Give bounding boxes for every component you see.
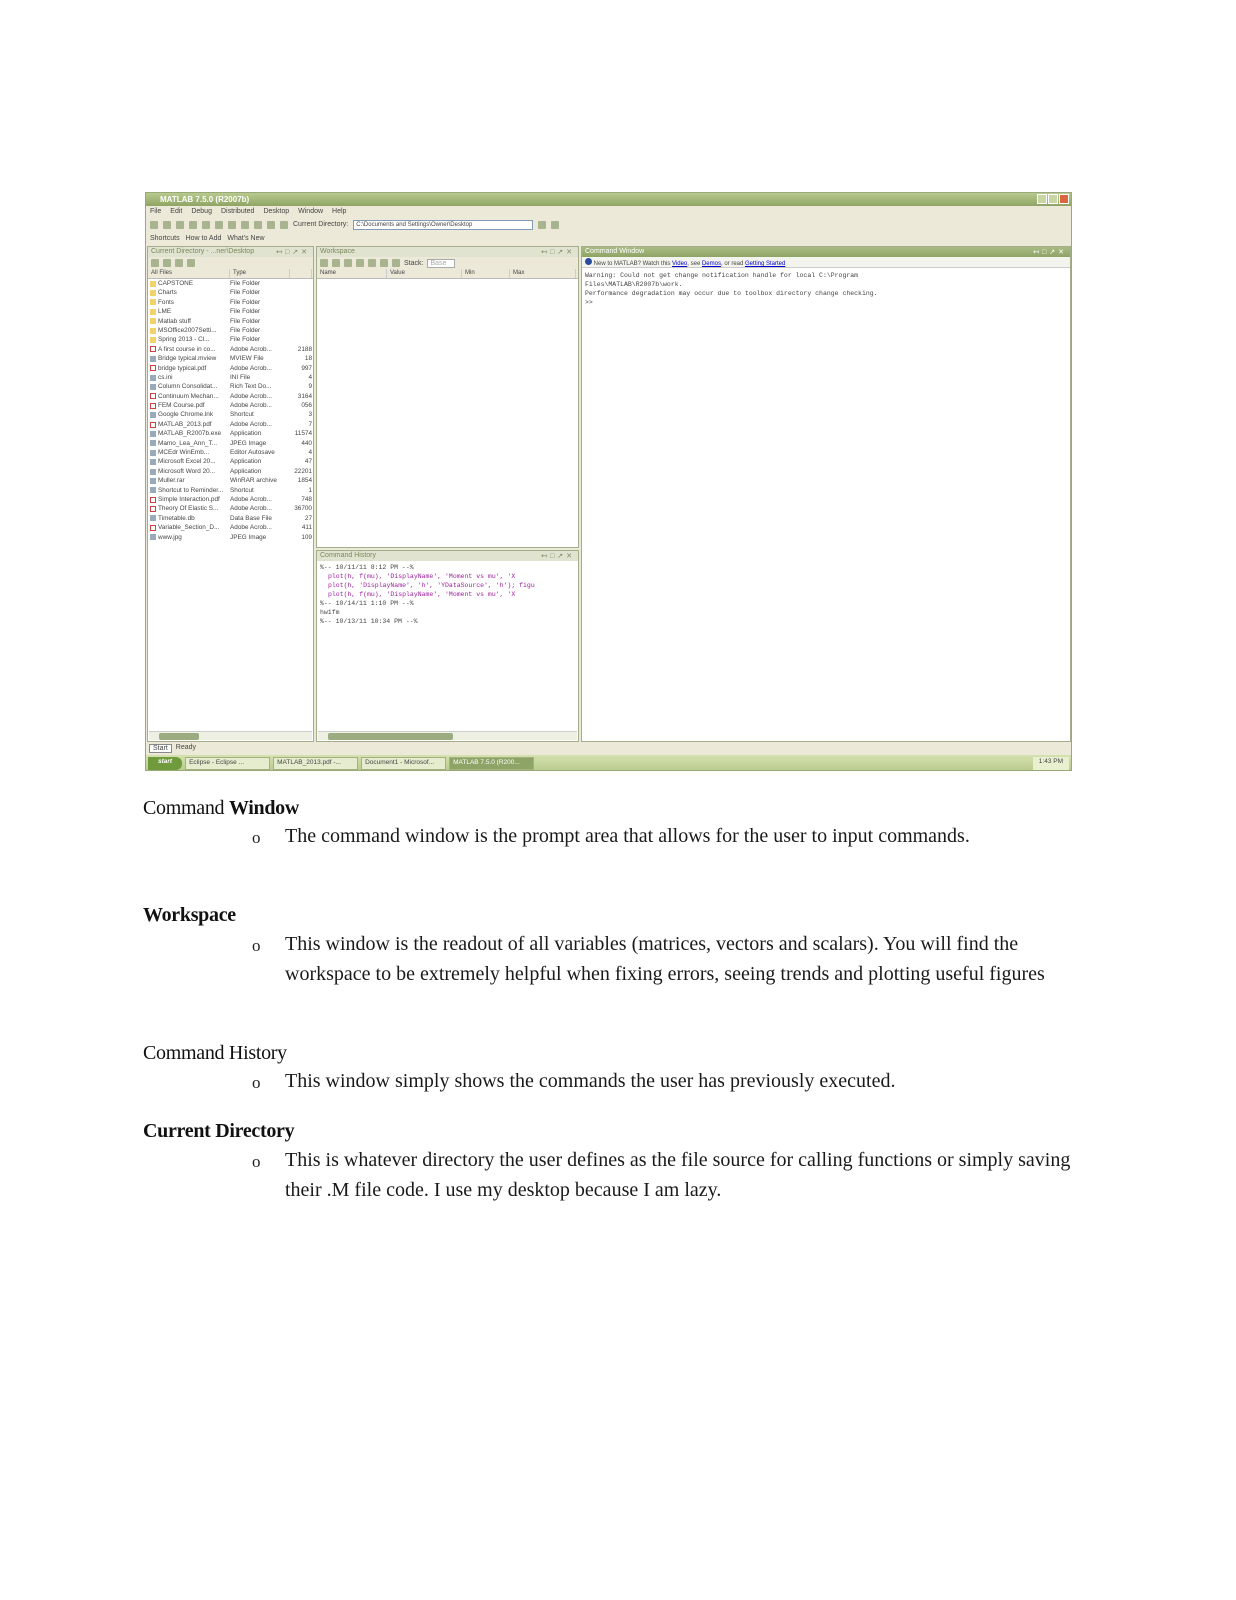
file-type: Adobe Acrob... (230, 364, 272, 372)
folder-icon (150, 281, 156, 287)
file-row[interactable] (148, 326, 313, 335)
file-name-text: MCEdr WinEmb... (158, 449, 210, 457)
file-name-text: CAPSTONE (158, 280, 194, 287)
file-type: File Folder (230, 336, 261, 344)
current-directory-input[interactable]: C:\Documents and Settings\Owner\Desktop (353, 220, 533, 230)
file-type: File Folder (230, 317, 261, 325)
history-entry[interactable]: hw1fm (320, 609, 340, 616)
copy-icon[interactable] (189, 221, 197, 229)
bullet-icon: o (252, 936, 261, 955)
up-folder-icon[interactable] (551, 221, 559, 229)
panel-controls[interactable]: ↤□↗✕ (541, 553, 575, 560)
report-icon[interactable] (187, 259, 195, 267)
folder-icon (150, 299, 156, 305)
file-name-text: Matlab stuff (158, 317, 191, 325)
col-type[interactable]: Type (230, 269, 290, 278)
status-text: Ready (175, 744, 197, 751)
print-icon[interactable] (368, 259, 376, 267)
section-text: The command window is the prompt area that allows for the user to input commands. (285, 825, 970, 847)
current-directory-panel (147, 246, 314, 742)
new-variable-icon[interactable] (320, 259, 328, 267)
file-type: File Folder (230, 308, 261, 316)
file-size: 1 (308, 486, 312, 494)
menu-item-debug[interactable]: Debug (191, 208, 212, 215)
file-name-text: Bridge typical.mview (158, 355, 217, 363)
new-file-icon[interactable] (150, 221, 158, 229)
folder-up-icon[interactable] (151, 259, 159, 267)
file-name-text: Variable_Section_D... (158, 524, 220, 532)
history-entry[interactable]: %-- 10/13/11 10:34 PM --% (320, 618, 418, 625)
shortcuts-bar (146, 232, 1071, 246)
file-list-header (148, 269, 313, 279)
file-size: 440 (301, 439, 312, 447)
taskbar (146, 755, 1071, 771)
panel-toolbar (317, 257, 578, 269)
folder-icon (150, 309, 156, 315)
file-name-text: Google Chrome.lnk (158, 411, 214, 419)
file-size: 997 (301, 364, 312, 372)
file-icon (150, 459, 156, 465)
info-text: , see (687, 261, 702, 267)
file-size (290, 317, 312, 326)
file-name (148, 373, 230, 382)
panel-title: Command History (320, 552, 377, 559)
redo-icon[interactable] (228, 221, 236, 229)
whats-new-link[interactable]: What's New (227, 235, 265, 242)
file-name (148, 354, 230, 363)
file-size: 3 (308, 411, 312, 419)
file-icon (150, 403, 156, 409)
file-row[interactable] (148, 486, 313, 495)
profiler-icon[interactable] (267, 221, 275, 229)
file-size (290, 326, 312, 335)
file-icon (150, 525, 156, 531)
file-name (148, 279, 230, 288)
bullet-icon: o (252, 1152, 261, 1171)
file-name-text: Fonts (158, 298, 174, 306)
file-type: Shortcut (230, 486, 254, 494)
file-icon (150, 375, 156, 381)
file-size: 36700 (294, 505, 312, 513)
file-name (148, 439, 230, 448)
file-row[interactable] (148, 288, 313, 297)
file-row[interactable] (148, 335, 313, 344)
file-type: Rich Text Do... (230, 383, 272, 391)
command-output-line: >> (585, 299, 593, 306)
close-icon[interactable] (1059, 194, 1069, 204)
section-text: This window is the readout of all variables (matrices, vectors and scalars). You will find the workspace to be extremely helpful when fixing errors, seeing trends and plotting useful figures (285, 933, 1045, 985)
panel-controls[interactable]: ↤□↗✕ (276, 249, 310, 256)
find-icon[interactable] (175, 259, 183, 267)
browse-folder-icon[interactable] (538, 221, 546, 229)
file-icon (150, 506, 156, 512)
file-icon (150, 384, 156, 390)
panel-header (148, 247, 313, 257)
folder-icon (150, 318, 156, 324)
file-size: 4 (308, 373, 312, 381)
file-icon (150, 412, 156, 418)
file-name (148, 382, 230, 391)
file-size: 109 (301, 533, 312, 541)
file-name (148, 504, 230, 513)
video-link[interactable]: Video (672, 261, 688, 267)
col-value[interactable]: Value (387, 269, 462, 278)
file-name-text: A first course in co... (158, 345, 216, 353)
col-min[interactable]: Min (462, 269, 510, 278)
maximize-icon[interactable] (1048, 194, 1058, 204)
file-name (148, 448, 230, 457)
file-row[interactable] (148, 279, 313, 288)
file-size: 411 (301, 524, 312, 532)
file-name-text: MATLAB_R2007b.exe (158, 430, 222, 438)
taskbar-item[interactable]: Document1 - Microsof... (361, 757, 446, 770)
command-window-panel (581, 246, 1071, 742)
history-entry[interactable]: plot(h, f(mu), 'DisplayName', 'Moment vs mu', 'X (328, 573, 516, 580)
file-name-text: Theory Of Elastic S... (158, 505, 219, 513)
file-row[interactable] (148, 298, 313, 307)
info-text: New to MATLAB? Watch this (593, 261, 673, 267)
undo-icon[interactable] (215, 221, 223, 229)
file-icon (150, 393, 156, 399)
file-row[interactable] (148, 373, 313, 382)
command-output[interactable] (582, 268, 1070, 310)
file-name-text: Mamo_Lea_Ann_T... (158, 439, 217, 447)
file-name-text: Microsoft Excel 20... (158, 458, 216, 466)
file-row[interactable] (148, 382, 313, 391)
file-icon (150, 478, 156, 484)
open-icon[interactable] (163, 221, 171, 229)
file-type: Adobe Acrob... (230, 392, 272, 400)
file-type: Application (230, 467, 262, 475)
file-type: Adobe Acrob... (230, 402, 272, 410)
file-icon (150, 365, 156, 371)
col-name[interactable]: Name (317, 269, 387, 278)
file-name-text: Microsoft Word 20... (158, 467, 216, 475)
bullet-icon: o (252, 828, 261, 847)
file-type: Adobe Acrob... (230, 495, 272, 503)
file-type: JPEG Image (230, 533, 267, 541)
file-name (148, 410, 230, 419)
file-name-text: Spring 2013 - Cl... (158, 336, 210, 344)
paste-icon[interactable] (202, 221, 210, 229)
file-size (290, 307, 312, 316)
col-all-files[interactable]: All Files (148, 269, 230, 278)
file-row[interactable] (148, 401, 313, 410)
panel-header (317, 551, 578, 561)
file-row[interactable] (148, 514, 313, 523)
file-name (148, 392, 230, 401)
file-size: 18 (304, 355, 312, 363)
section-heading (143, 797, 299, 820)
file-type: Adobe Acrob... (230, 345, 272, 353)
file-type: File Folder (230, 326, 261, 334)
file-icon (150, 440, 156, 446)
col-max[interactable]: Max (510, 269, 576, 278)
file-icon (150, 346, 156, 352)
file-type: Editor Autosave (230, 449, 275, 457)
section-heading (143, 904, 236, 927)
file-name (148, 523, 230, 532)
file-name-text: MATLAB_2013.pdf (158, 420, 212, 428)
workspace-panel (316, 246, 579, 548)
bullet-icon: o (252, 1073, 261, 1092)
folder-icon (150, 328, 156, 334)
file-size: 2188 (297, 345, 312, 353)
horizontal-scrollbar[interactable] (149, 731, 312, 740)
section-heading (143, 1120, 294, 1143)
file-name-text: Charts (158, 289, 177, 297)
file-row[interactable] (148, 495, 313, 504)
file-name (148, 288, 230, 297)
clock: 1:43 PM (1033, 757, 1069, 770)
how-to-add-link[interactable]: How to Add (185, 235, 222, 242)
file-icon (150, 497, 156, 503)
heading-part: Command History (143, 1042, 287, 1064)
file-name (148, 514, 230, 523)
taskbar-item[interactable]: Eclipse - Eclipse ... (185, 757, 270, 770)
delete-icon[interactable] (380, 259, 388, 267)
guide-icon[interactable] (254, 221, 262, 229)
file-name (148, 467, 230, 476)
col-size[interactable] (290, 269, 312, 278)
file-type: MVIEW File (230, 355, 264, 363)
command-output-line: Performance degradation may occur due to toolbox directory change checking. (585, 290, 878, 297)
file-name-text: LME (158, 308, 172, 316)
file-name (148, 486, 230, 495)
history-entry[interactable]: plot(h, f(mu), 'DisplayName', 'Moment vs mu', 'X (328, 591, 516, 598)
file-icon (150, 450, 156, 456)
stack-label: Stack: (404, 259, 424, 267)
section-text: This is whatever directory the user defines as the file source for calling functions or simply saving their .M file code. I use my desktop because I am lazy. (285, 1149, 1071, 1201)
file-icon (150, 422, 156, 428)
file-name (148, 495, 230, 504)
file-name (148, 401, 230, 410)
file-icon (150, 487, 156, 493)
file-row[interactable] (148, 448, 313, 457)
file-size (290, 288, 312, 297)
save-icon[interactable] (356, 259, 364, 267)
file-size: 3164 (297, 392, 312, 400)
status-bar (146, 742, 1071, 755)
file-size: 748 (301, 495, 312, 503)
file-type: JPEG Image (230, 439, 267, 447)
history-entry[interactable]: %-- 10/14/11 1:10 PM --% (320, 600, 414, 607)
file-row[interactable] (148, 467, 313, 476)
file-name (148, 429, 230, 438)
file-type: Application (230, 458, 262, 466)
file-type: WinRAR archive (230, 477, 277, 485)
file-size: 47 (304, 458, 312, 466)
file-name (148, 533, 230, 542)
heading-part-bold: Current Directory (143, 1120, 295, 1142)
stack-select[interactable]: Base (427, 259, 455, 268)
file-name (148, 345, 230, 354)
file-size: 056 (301, 402, 312, 410)
menu-item-window[interactable]: Window (298, 208, 324, 215)
menu-item-desktop[interactable]: Desktop (263, 208, 290, 215)
open-variable-icon[interactable] (332, 259, 340, 267)
file-name-text: FEM Course.pdf (158, 402, 205, 410)
file-row[interactable] (148, 476, 313, 485)
file-name (148, 364, 230, 373)
file-row[interactable] (148, 317, 313, 326)
file-type: Adobe Acrob... (230, 420, 272, 428)
file-name-text: bridge typical.pdf (158, 364, 207, 372)
menu-item-distributed[interactable]: Distributed (220, 208, 255, 215)
file-name-text: Simple Interaction.pdf (158, 495, 220, 503)
workspace-header (317, 269, 578, 279)
file-size (290, 335, 312, 344)
menu-item-help[interactable]: Help (332, 208, 347, 215)
file-row[interactable] (148, 533, 313, 542)
file-name (148, 335, 230, 344)
import-icon[interactable] (344, 259, 352, 267)
file-name-text: Shortcut to Reminder... (158, 486, 224, 494)
file-name (148, 317, 230, 326)
panel-header (317, 247, 578, 257)
file-name-text: cs.ini (158, 373, 173, 381)
panel-controls[interactable]: ↤□↗✕ (541, 249, 575, 256)
file-name-text: Muller.rar (158, 477, 185, 485)
file-row[interactable] (148, 345, 313, 354)
file-size: 22201 (294, 467, 312, 475)
file-size: 7 (308, 420, 312, 428)
info-bar (582, 257, 1070, 268)
file-size (290, 279, 312, 288)
folder-icon (150, 290, 156, 296)
panel-title: Workspace (320, 248, 355, 255)
file-row[interactable] (148, 439, 313, 448)
file-name (148, 307, 230, 316)
file-type: File Folder (230, 280, 261, 287)
menu-bar (146, 206, 1071, 217)
panel-header (582, 247, 1070, 257)
window-title-bar (146, 193, 1071, 206)
file-size: 27 (304, 514, 312, 522)
taskbar-item[interactable]: MATLAB_2013.pdf -... (273, 757, 358, 770)
file-icon (150, 515, 156, 521)
file-name-text: Column Consolidat... (158, 383, 218, 391)
command-history-panel (316, 550, 579, 742)
file-row[interactable] (148, 429, 313, 438)
heading-part-bold: Workspace (143, 904, 236, 926)
info-text: , or read (720, 261, 745, 267)
horizontal-scrollbar[interactable] (318, 731, 577, 740)
taskbar-item[interactable]: MATLAB 7.5.0 (R200... (449, 757, 534, 770)
demos-link[interactable]: Demos (701, 261, 721, 267)
file-type: Application (230, 430, 262, 438)
file-size: 1854 (297, 477, 312, 485)
file-list (148, 279, 313, 542)
file-size: 4 (308, 449, 312, 457)
history-entry[interactable]: %-- 10/11/11 8:12 PM --% (320, 564, 414, 571)
file-name (148, 298, 230, 307)
file-icon (150, 469, 156, 475)
section-text: This window simply shows the commands the user has previously executed. (285, 1070, 896, 1092)
file-row[interactable] (148, 523, 313, 532)
file-type: File Folder (230, 298, 261, 306)
plot-icon[interactable] (392, 259, 400, 267)
file-icon (150, 431, 156, 437)
file-row[interactable] (148, 410, 313, 419)
section-heading (143, 1042, 287, 1065)
file-row[interactable] (148, 307, 313, 316)
file-type: File Folder (230, 289, 261, 297)
history-list (317, 561, 578, 628)
file-type: INI File (230, 373, 251, 381)
file-row[interactable] (148, 504, 313, 513)
file-row[interactable] (148, 392, 313, 401)
minimize-icon[interactable] (1037, 194, 1047, 204)
cut-icon[interactable] (176, 221, 184, 229)
panel-title: Current Directory - ...ner\Desktop (151, 248, 255, 255)
file-name-text: Continuum Mechan... (158, 392, 219, 400)
file-size (290, 298, 312, 307)
command-output-line: Warning: Could not get change notification handle for local C:\Program (585, 272, 859, 279)
command-output-line: Files\MATLAB\R2007b\work. (585, 281, 683, 288)
toolbar (146, 217, 1071, 232)
file-type: Data Base File (230, 514, 272, 522)
file-icon (150, 356, 156, 362)
current-directory-label: Current Directory: (293, 221, 349, 228)
menu-item-edit[interactable]: Edit (170, 208, 183, 215)
file-name (148, 420, 230, 429)
file-name-text: Timetable.db (158, 514, 195, 522)
file-row[interactable] (148, 457, 313, 466)
shortcuts-label: Shortcuts (150, 235, 180, 242)
panel-title: Command Window (585, 248, 645, 255)
simulink-icon[interactable] (241, 221, 249, 229)
file-name-text: MSOffice2007Setti... (158, 326, 217, 334)
matlab-screenshot (145, 192, 1072, 771)
new-folder-icon[interactable] (163, 259, 171, 267)
history-entry[interactable]: plot(h, 'DisplayName', 'h', 'YDataSource', 'h'); figu (328, 582, 535, 589)
file-size: 9 (308, 383, 312, 391)
xp-start-button[interactable]: start (148, 757, 182, 770)
file-name-text: www.jpg (158, 533, 182, 541)
file-row[interactable] (148, 420, 313, 429)
panel-toolbar (148, 257, 313, 269)
getting-started-link[interactable]: Getting Started (745, 261, 786, 267)
panel-controls[interactable]: ↤□↗✕ (1033, 249, 1067, 256)
file-type: Adobe Acrob... (230, 505, 272, 513)
menu-item-file[interactable]: File (150, 208, 162, 215)
folder-icon (150, 337, 156, 343)
file-name (148, 326, 230, 335)
file-name (148, 457, 230, 466)
file-row[interactable] (148, 354, 313, 363)
heading-part: Command (143, 797, 229, 819)
file-type: Adobe Acrob... (230, 524, 272, 532)
heading-part-bold: Window (228, 797, 300, 819)
file-size: 11574 (294, 430, 312, 438)
info-icon (585, 258, 592, 265)
window-title: MATLAB 7.5.0 (R2007b) (160, 195, 250, 204)
file-icon (150, 534, 156, 540)
start-button[interactable]: Start (149, 744, 172, 753)
file-row[interactable] (148, 364, 313, 373)
file-name (148, 476, 230, 485)
file-type: Shortcut (230, 411, 254, 419)
help-icon[interactable] (280, 221, 288, 229)
